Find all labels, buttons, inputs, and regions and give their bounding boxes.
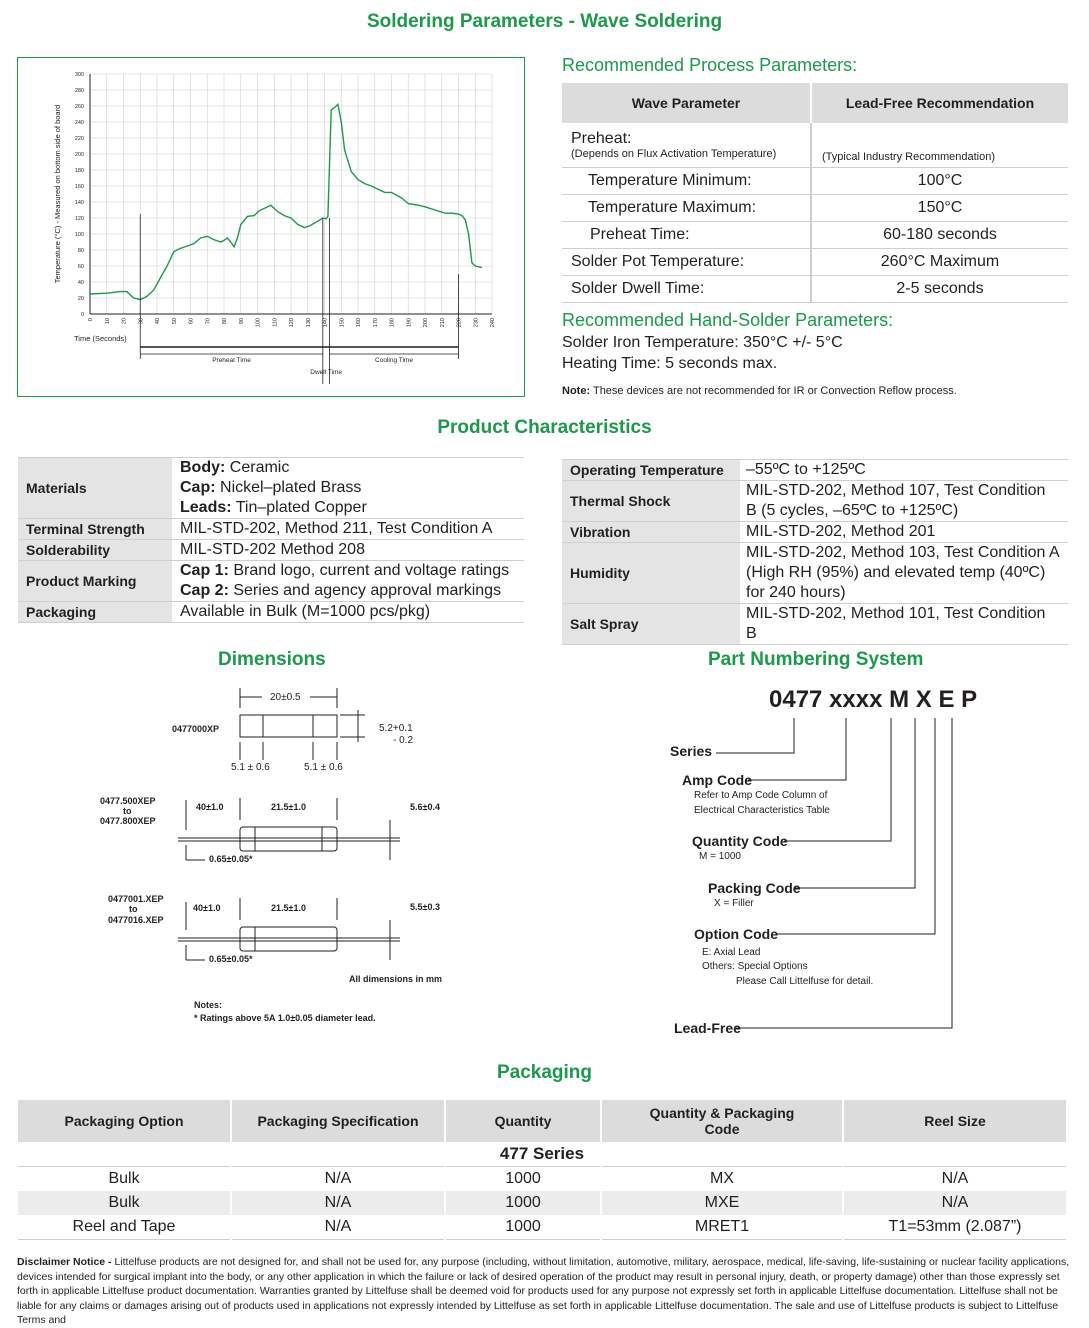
proc-row-param: Solder Dwell Time: [562, 276, 811, 303]
disclaimer-label: Disclaimer Notice - [17, 1256, 112, 1268]
cap-label: Cap: [180, 479, 216, 496]
chart-x-tick-label: 20 [121, 318, 128, 325]
pkg-cell: Bulk [18, 1191, 231, 1215]
pkg-header: Quantity [445, 1100, 601, 1142]
pkg-cell: MXE [601, 1191, 843, 1215]
chart-x-tick-label: 190 [406, 318, 413, 328]
pkg-cell: 1000 [445, 1167, 601, 1192]
proc-row-value: 2-5 seconds [811, 276, 1068, 303]
d2-part-a: 0477.500XEP [100, 796, 156, 806]
chart-x-tick-label: 90 [238, 318, 245, 325]
body-value: Ceramic [229, 459, 290, 476]
hand-solder-line2: Heating Time: 5 seconds max. [562, 355, 778, 372]
char-right-value: MIL-STD-202, Method 101, Test Condition B [740, 604, 1068, 645]
chart-y-tick-label: 100 [74, 232, 84, 238]
proc-row-value: 150°C [811, 195, 1068, 222]
leads-label: Leads: [180, 499, 232, 516]
note-text: These devices are not recommended for IR or Convection Reflow process. [592, 385, 957, 397]
preheat-label: Preheat: [571, 130, 632, 147]
disclaimer [17, 1255, 1071, 1326]
pkg-cell: N/A [231, 1191, 445, 1215]
d2-diameter: 5.6±0.4 [410, 802, 440, 812]
cap2-label: Cap 2: [180, 582, 229, 599]
d3-part-to: to [129, 904, 138, 914]
chart-x-tick-label: 240 [490, 318, 496, 328]
marking-label: Product Marking [18, 561, 172, 602]
code-qty: M [889, 686, 910, 713]
pkg-header: Packaging Option [18, 1100, 231, 1142]
materials-value [172, 458, 524, 519]
d3-diameter: 5.5±0.3 [410, 902, 440, 912]
pn-amp-desc-2: Electrical Characteristics Table [694, 805, 830, 816]
pkg-cell: Reel and Tape [18, 1215, 231, 1240]
pn-option-desc-1: E: Axial Lead [702, 947, 761, 958]
cap1-value: Brand logo, current and voltage ratings [233, 562, 510, 579]
chart-y-axis-label: Temperature (°C) - Measured on bottom side of board [53, 104, 62, 284]
solderability-value: MIL-STD-202 Method 208 [172, 540, 524, 561]
hand-solder-line1: Solder Iron Temperature: 350°C +/- 5°C [562, 334, 843, 351]
chart-y-tick-label: 180 [74, 168, 84, 174]
d1-part: 0477000XP [172, 724, 220, 734]
chart-x-tick-label: 200 [423, 318, 429, 328]
chart-x-tick-label: 100 [255, 318, 262, 328]
d3-part-a: 0477001.XEP [108, 894, 164, 904]
hand-solder-title: Recommended Hand-Solder Parameters: [562, 310, 894, 330]
chart-y-tick-label: 240 [74, 120, 84, 126]
cap1-label: Cap 1: [180, 562, 229, 579]
d2-wire: 0.65±0.05* [209, 854, 253, 864]
pkg-header: Packaging Specification [231, 1100, 445, 1142]
chart-x-tick-label: 30 [138, 318, 145, 325]
pn-packing-desc: X = Filler [714, 898, 754, 909]
char-right-value: MIL-STD-202, Method 201 [740, 522, 1068, 543]
chart-x-tick-label: 230 [473, 318, 480, 328]
pn-lead-free: Lead-Free [674, 1020, 741, 1036]
d1-diameter-b: - 0.2 [393, 735, 414, 746]
pkg-cell: MX [601, 1167, 843, 1192]
packaging-label: Packaging [18, 602, 172, 623]
pn-option-desc-3: Please Call Littelfuse for detail. [736, 976, 874, 987]
dimensions-svg [90, 680, 470, 1030]
chart-x-tick-label: 110 [272, 318, 279, 327]
chart-y-tick-label: 0 [80, 312, 84, 318]
dimensions-drawing [90, 680, 470, 1030]
pkg-header: Quantity & Packaging Code [601, 1100, 843, 1142]
all-dimensions-note: All dimensions in mm [349, 974, 443, 984]
hand-solder-note [562, 385, 957, 397]
pkg-cell: Bulk [18, 1167, 231, 1192]
part-numbering-lines [660, 710, 980, 1040]
d3-part-b: 0477016.XEP [108, 915, 164, 925]
d3-body: 21.5±1.0 [271, 903, 306, 913]
d1-cap-left: 5.1 ± 0.6 [231, 762, 270, 773]
char-right-value: MIL-STD-202, Method 103, Test Condition A (High RH (95%) and elevated temp (40ºC) for 240 hours) [740, 543, 1068, 604]
proc-row-value: 260°C Maximum [811, 249, 1068, 276]
char-right-label: Humidity [562, 543, 740, 604]
char-right-value: –55ºC to +125ºC [740, 460, 1068, 481]
code-leadfree: P [961, 686, 978, 713]
pn-quantity-desc: M = 1000 [699, 851, 741, 862]
d2-part-to: to [123, 806, 132, 816]
chart-annotation-dwell: Dwell Time [310, 369, 343, 376]
fuse-drawing-1 [240, 688, 365, 760]
chart-x-tick-label: 160 [356, 318, 362, 328]
pkg-cell: T1=53mm (2.087”) [843, 1215, 1067, 1240]
proc-row-param: Temperature Maximum: [562, 195, 811, 222]
leads-value: Tin–plated Copper [235, 499, 367, 516]
solderability-label: Solderability [18, 540, 172, 561]
char-right-value: MIL-STD-202, Method 107, Test Condition B (5 cycles, –65ºC to +125ºC) [740, 481, 1068, 522]
code-option: E [938, 686, 955, 713]
chart-x-axis-label: Time (Seconds) [74, 334, 127, 343]
chart-x-tick-label: 0 [88, 318, 94, 322]
cap2-value: Series and agency approval markings [233, 582, 502, 599]
char-right-label: Vibration [562, 522, 740, 543]
code-pack: X [915, 686, 932, 713]
chart-y-tick-label: 40 [77, 280, 84, 286]
process-title: Recommended Process Parameters: [562, 55, 858, 75]
pn-amp-code: Amp Code [682, 772, 752, 788]
chart-y-tick-label: 220 [74, 136, 84, 142]
pn-quantity-code: Quantity Code [692, 833, 788, 849]
chart-x-tick-label: 150 [339, 318, 346, 328]
pkg-cell: N/A [843, 1167, 1067, 1192]
proc-row-param: Solder Pot Temperature: [562, 249, 811, 276]
code-amp: xxxx [829, 686, 883, 713]
pkg-cell: N/A [231, 1215, 445, 1240]
pkg-series-row: 477 Series [18, 1142, 1067, 1167]
proc-row-param: Temperature Minimum: [562, 168, 811, 195]
chart-x-tick-label: 180 [389, 318, 396, 328]
d2-part-b: 0477.800XEP [100, 816, 156, 826]
chart-y-tick-label: 120 [74, 216, 84, 222]
d3-wire: 0.65±0.05* [209, 954, 253, 964]
chart-y-tick-label: 280 [74, 88, 84, 94]
chart-svg [18, 58, 524, 396]
proc-row-value: 60-180 seconds [811, 222, 1068, 249]
pn-packing-code: Packing Code [708, 880, 801, 896]
materials-label: Materials [18, 458, 172, 519]
chart-x-tick-label: 170 [372, 318, 379, 328]
pkg-cell: MRET1 [601, 1215, 843, 1240]
note-label: Note: [562, 385, 591, 397]
packaging-table [18, 1100, 1068, 1240]
d2-body: 21.5±1.0 [271, 802, 306, 812]
pkg-cell: N/A [843, 1191, 1067, 1215]
chart-x-tick-label: 80 [222, 318, 228, 325]
packaging-title: Packaging [496, 1062, 593, 1083]
chart-x-tick-label: 10 [104, 318, 111, 325]
proc-row-value: 100°C [811, 168, 1068, 195]
chart-y-tick-label: 20 [77, 296, 84, 302]
process-header-rec: Lead-Free Recommendation [811, 83, 1068, 123]
chart-x-tick-label: 120 [289, 318, 295, 328]
page-title: Soldering Parameters - Wave Soldering [366, 11, 723, 32]
process-table [562, 83, 1068, 303]
characteristics-left-table [18, 457, 524, 623]
d3-lead: 40±1.0 [193, 903, 221, 913]
chart-x-tick-label: 70 [205, 318, 212, 325]
chart-y-tick-label: 260 [74, 104, 84, 110]
process-header-param: Wave Parameter [562, 83, 811, 123]
pn-series: Series [670, 743, 713, 759]
chart-x-tick-label: 40 [155, 318, 161, 325]
characteristics-right-table [562, 459, 1068, 645]
char-right-label: Operating Temperature [562, 460, 740, 481]
d1-cap-right: 5.1 ± 0.6 [304, 762, 343, 773]
body-label: Body: [180, 459, 226, 476]
notes-text: * Ratings above 5A 1.0±0.05 diameter lead. [194, 1013, 376, 1023]
chart-x-tick-label: 130 [305, 318, 312, 328]
pkg-cell: 1000 [445, 1191, 601, 1215]
chart-annotation-cooling: Cooling Time [375, 357, 413, 364]
chart-y-tick-label: 140 [74, 200, 84, 206]
disclaimer-text: Littelfuse products are not designed for, and shall not be used for, any purpose (including, without limitation, automotive, military, aerospace, medical, life-saving, life-sustaining or nuclear facility applications, devices intended for surgical implant into the body, or any other application in which the failure or lack of desired operation of the product may result in personal injury, death, or property damage) other than those expressly set forth in applicable Littelfuse product documentation. Warranties granted by Littelfuse shall be deemed void for products used for any purpose not expressly set forth in applicable Littelfuse documentation. Littelfuse shall not be liable for any claims or damages arising out of products used in applications not expressly intended by Littelfuse as set forth in applicable Littelfuse documentation. The sale and use of Littelfuse products is subject to Littelfuse Terms and [17, 1256, 1070, 1326]
preheat-rec: (Typical Industry Recommendation) [811, 123, 1068, 168]
chart-x-tick-label: 60 [188, 318, 195, 325]
preheat-cell [562, 123, 811, 168]
code-series: 0477 [769, 686, 823, 713]
chart-y-tick-label: 200 [74, 152, 84, 158]
proc-row-param: Preheat Time: [562, 222, 811, 249]
packaging-value: Available in Bulk (M=1000 pcs/pkg) [172, 602, 524, 623]
char-right-label: Salt Spray [562, 604, 740, 645]
pn-option-desc-2: Others: Special Options [702, 961, 808, 972]
chart-x-tick-label: 210 [439, 318, 446, 328]
chart-y-tick-label: 80 [77, 248, 84, 254]
pkg-cell: 1000 [445, 1215, 601, 1240]
chart-x-tick-label: 140 [322, 318, 329, 328]
wave-profile-chart [17, 57, 525, 397]
pkg-cell: N/A [231, 1167, 445, 1192]
chart-y-tick-label: 160 [74, 184, 84, 190]
d2-lead: 40±1.0 [196, 802, 224, 812]
characteristics-title: Product Characteristics [437, 417, 652, 438]
part-numbering-title: Part Numbering System [708, 649, 924, 670]
pn-amp-desc-1: Refer to Amp Code Column of [694, 790, 828, 801]
d1-diameter-a: 5.2+0.1 [379, 723, 413, 734]
marking-value [172, 561, 524, 602]
dimensions-title: Dimensions [218, 649, 326, 670]
cap-value: Nickel–plated Brass [220, 479, 362, 496]
d1-length: 20±0.5 [270, 692, 301, 703]
preheat-sub: (Depends on Flux Activation Temperature) [571, 148, 777, 160]
char-right-label: Thermal Shock [562, 481, 740, 522]
chart-y-tick-label: 300 [74, 72, 84, 78]
chart-y-tick-label: 60 [77, 264, 84, 270]
chart-annotation-preheat: Preheat Time [212, 357, 251, 364]
terminal-label: Terminal Strength [18, 519, 172, 540]
notes-label: Notes: [194, 1000, 223, 1010]
pn-option-code: Option Code [694, 926, 778, 942]
chart-x-tick-label: 220 [456, 318, 463, 328]
terminal-value: MIL-STD-202, Method 211, Test Condition A [172, 519, 524, 540]
pkg-header: Reel Size [843, 1100, 1067, 1142]
chart-x-tick-label: 50 [171, 318, 178, 325]
